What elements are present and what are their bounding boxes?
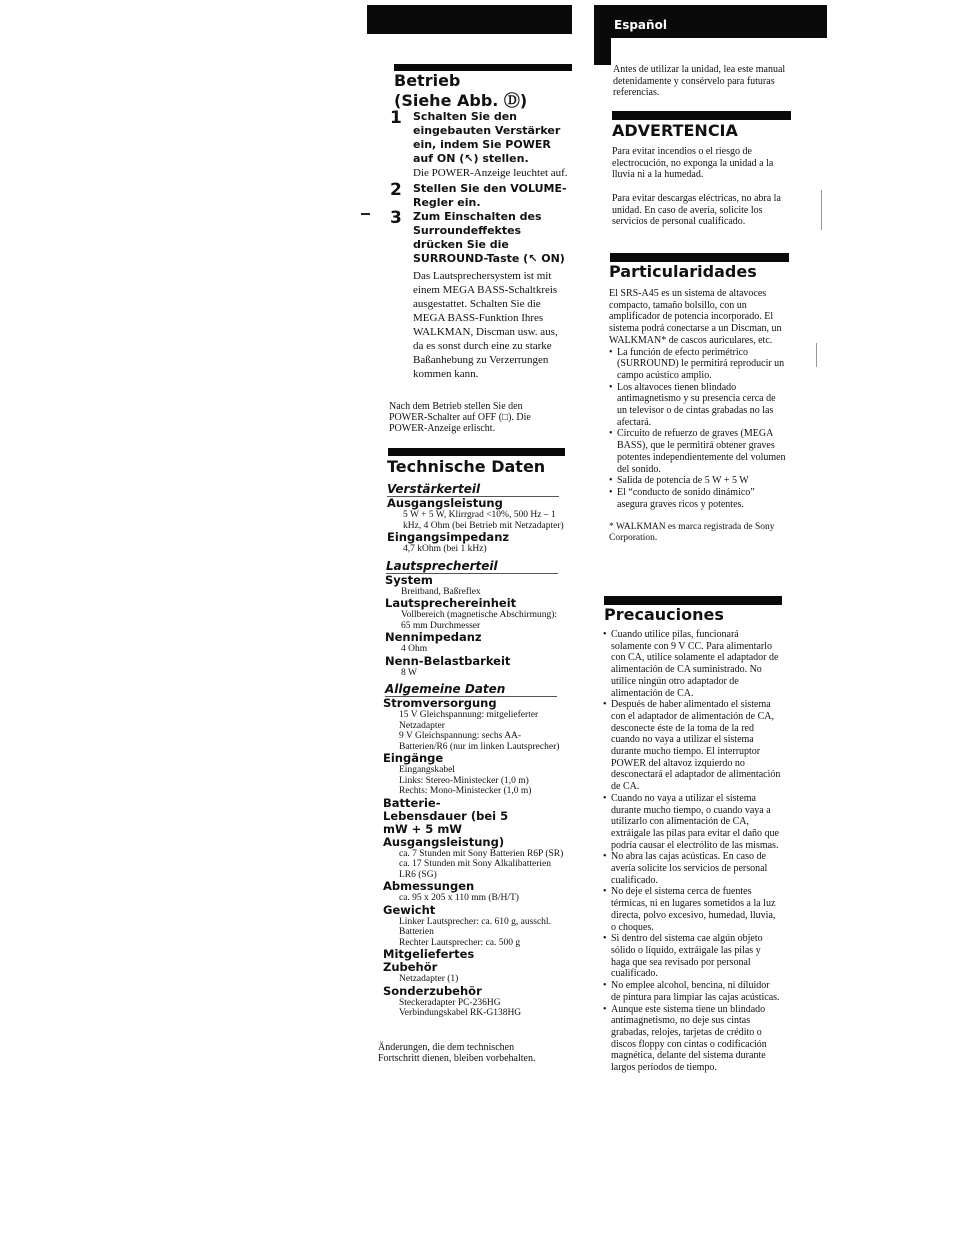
section-bar-tech [388, 448, 565, 456]
spec-value: Steckeradapter PC-236HG Verbindungskabel RK-G138HG [399, 997, 522, 1018]
betrieb-steps [390, 110, 570, 381]
spec-label: Mitgeliefertes Zubehör [383, 947, 475, 974]
spec-value: Breitband, Baßreflex [401, 586, 481, 597]
margin-mark [816, 343, 817, 367]
particularidades-body [609, 288, 787, 544]
list-item: • Salida de potencia de 5 W + 5 W [609, 475, 787, 487]
spec-value: ca. 7 Stunden mit Sony Batterien R6P (SR) ca. 17 Stunden mit Sony Alkalibatterien LR6 (SG) [399, 848, 564, 880]
advertencia-title: ADVERTENCIA [612, 121, 738, 140]
spec-category: Verstärkerteil [387, 482, 559, 497]
section-bar-particularidades [610, 253, 789, 262]
spec-label: Nenn-Belastbarkeit [385, 653, 511, 668]
spec-label: Batterie-Lebensdauer (bei 5 mW + 5 mW Ausgangsleistung) [383, 795, 509, 849]
spec-label: Ausgangsleistung [387, 496, 503, 510]
language-label: Español [614, 18, 667, 32]
spec-label: Stromversorgung [383, 696, 497, 710]
list-item: • Aunque este sistema tiene un blindado antimagnetismo, no deje sus cintas grabadas, relojes, tarjetas de crédito o discos floppy con cintas o codificación magnética, delante del sistema durante largos períodos de tiempo. [603, 1004, 781, 1074]
list-item: • La función de efecto perimétrico (SURROUND) le permitirá reproducir un campo acústico amplio. [609, 347, 787, 382]
advertencia-p1: Para evitar incendios o el riesgo de electrocución, no exponga la unidad a la lluvia ni a la humedad. [612, 146, 774, 181]
list-item: • Circuito de refuerzo de graves (MEGA BASS), que le permitirá obtener graves potentes independientemente del volumen del sonido. [609, 428, 787, 475]
spec-label: Eingänge [383, 751, 444, 765]
step-instruction: Zum Einschalten des Surroundeffektes drücken Sie die SURROUND-Taste (↖ ON) [413, 210, 565, 265]
step-number: 3 [390, 208, 402, 228]
spec-value: 4 Ohm [401, 644, 428, 654]
spec-value: 5 W + 5 W, Klirrgrad <10%, 500 Hz – 1 kHz, 4 Ohm (bei Betrieb mit Netzadapter) [403, 510, 564, 531]
spec-label: Lautsprechereinheit [385, 596, 517, 610]
list-item: • Cuando utilice pilas, funcionará solamente con 9 V CC. Para alimentarlo con CA, utilice solamente el adaptador de alimentación de CA suministrado. No utilice ningún otro adaptador de alimentación de CA. [603, 629, 781, 699]
list-item: • Después de haber alimentado el sistema con el adaptador de alimentación de CA, desconecte éste de la toma de la red cuando no vaya a utilizar el sistema durante mucho tiempo. El interruptor POWER del altavoz izquierdo no desconectará el adaptador de alimentación de CA. [603, 699, 781, 793]
step-instruction: Stellen Sie den VOLUME-Regler ein. [413, 182, 567, 209]
list-item: • No emplee alcohol, bencina, ni diluidor de pintura para limpiar las cajas acústicas. [603, 980, 781, 1003]
spec-value: Netzadapter (1) [399, 974, 459, 984]
particularidades-title: Particularidades [609, 262, 757, 281]
spec-label: Eingangsimpedanz [387, 530, 510, 544]
spec-value: Eingangskabel Links: Stereo-Ministecker (1,0 m) Rechts: Mono-Ministecker (1,0 m) [399, 765, 532, 796]
top-black-bar-left [367, 5, 572, 34]
tech-specs [378, 482, 568, 1019]
spec-label: System [385, 572, 433, 587]
intro-text: Antes de utilizar la unidad, lea este manual detenidamente y consérvelo para futuras referencias. [613, 64, 786, 99]
particularidades-list [609, 347, 787, 511]
list-item: • Los altavoces tienen blindado antimagnetismo y su presencia cerca de un televisor o de cintas grabadas no las afectará. [609, 382, 787, 429]
betrieb-title: Betrieb [394, 71, 461, 90]
spec-value: 15 V Gleichspannung: mitgelieferter Netzadapter 9 V Gleichspannung: sechs AA-Batterien/R6 (nur im linken Lautsprecher) [399, 710, 560, 752]
spec-label: Nennimpedanz [385, 630, 482, 644]
spec-label: Sonderzubehör [383, 983, 482, 998]
tech-title: Technische Daten [387, 457, 546, 476]
list-item: • No abra las cajas acústicas. En caso de avería solicite los servicios de personal cualificado. [603, 851, 781, 886]
step-instruction: Schalten Sie den eingebauten Verstärker ein, indem Sie POWER auf ON (↖) stellen. [413, 110, 561, 165]
precauciones-list [603, 629, 781, 1074]
list-item: • Si dentro del sistema cae algún objeto sólido o líquido, extráigale las pilas y haga que sea revisado por personal cualificado. [603, 933, 781, 980]
spec-value: 4,7 kOhm (bei 1 kHz) [403, 544, 487, 554]
step-note: Die POWER-Anzeige leuchtet auf. [413, 167, 568, 179]
left-black-strip-right [594, 5, 611, 65]
spec-label: Gewicht [383, 902, 436, 917]
spec-category: Allgemeine Daten [385, 682, 557, 697]
step-note: Das Lautsprechersystem ist mit einem MEGA BASS-Schaltkreis ausgestattet. Schalten Sie die MEGA BASS-Funktion Ihres WALKMAN, Discman usw. aus, da es sonst durch eine zu starke Baßanhebung zu Verzerrungen kommen kann. [413, 270, 558, 380]
betrieb-subtitle: (Siehe Abb. Ⓓ) [394, 91, 528, 110]
section-bar-precauciones [604, 596, 782, 605]
section-bar-advertencia [612, 111, 791, 120]
walkman-footnote: * WALKMAN es marca registrada de Sony Corporation. [609, 522, 775, 544]
spec-label: Abmessungen [383, 879, 475, 893]
step-number: 2 [390, 180, 402, 200]
list-item: • El “conducto de sonido dinámico” asegura graves ricos y potentes. [609, 487, 787, 510]
spec-value: Vollbereich (magnetische Abschirmung): 65 mm Durchmesser [401, 610, 558, 631]
step-number: 1 [390, 108, 402, 128]
precauciones-title: Precauciones [604, 605, 724, 624]
particularidades-intro: El SRS-A45 es un sistema de altavoces compacto, tamaño bolsillo, con un amplificador de potencia incorporado. El sistema podrá conectarse a un Discman, un WALKMAN* de cascos auriculares, etc. [609, 288, 782, 346]
tech-footer: Änderungen, die dem technischen Fortschritt dienen, bleiben vorbehalten. [378, 1042, 536, 1064]
margin-mark [361, 213, 370, 215]
spec-category: Lautsprecherteil [386, 559, 558, 574]
list-item: • Cuando no vaya a utilizar el sistema durante mucho tiempo, o cuando vaya a utilizarlo con alimentación de CA, extráigale las pilas para evitar el daño que podría causar el electrólito de las mismas. [603, 793, 781, 852]
step-1 [390, 110, 570, 180]
betrieb-after-note: Nach dem Betrieb stellen Sie den POWER-Schalter auf OFF (□). Die POWER-Anzeige erlischt. [389, 401, 531, 434]
margin-mark [821, 190, 822, 230]
step-3 [390, 210, 570, 381]
spec-value: 8 W [401, 667, 417, 678]
section-bar-betrieb [394, 64, 572, 71]
list-item: • No deje el sistema cerca de fuentes térmicas, ni en lugares sometidos a la luz directa, polvo excesivo, humedad, lluvia, o choques. [603, 886, 781, 933]
advertencia-p2: Para evitar descargas eléctricas, no abra la unidad. En caso de avería, solicite los servicios de personal cualificado. [612, 193, 781, 228]
spec-value: Linker Lautsprecher: ca. 610 g, ausschl. Batterien Rechter Lautsprecher: ca. 500 g [399, 916, 551, 948]
spec-value: ca. 95 x 205 x 110 mm (B/H/T) [399, 893, 519, 903]
step-2 [390, 182, 570, 210]
